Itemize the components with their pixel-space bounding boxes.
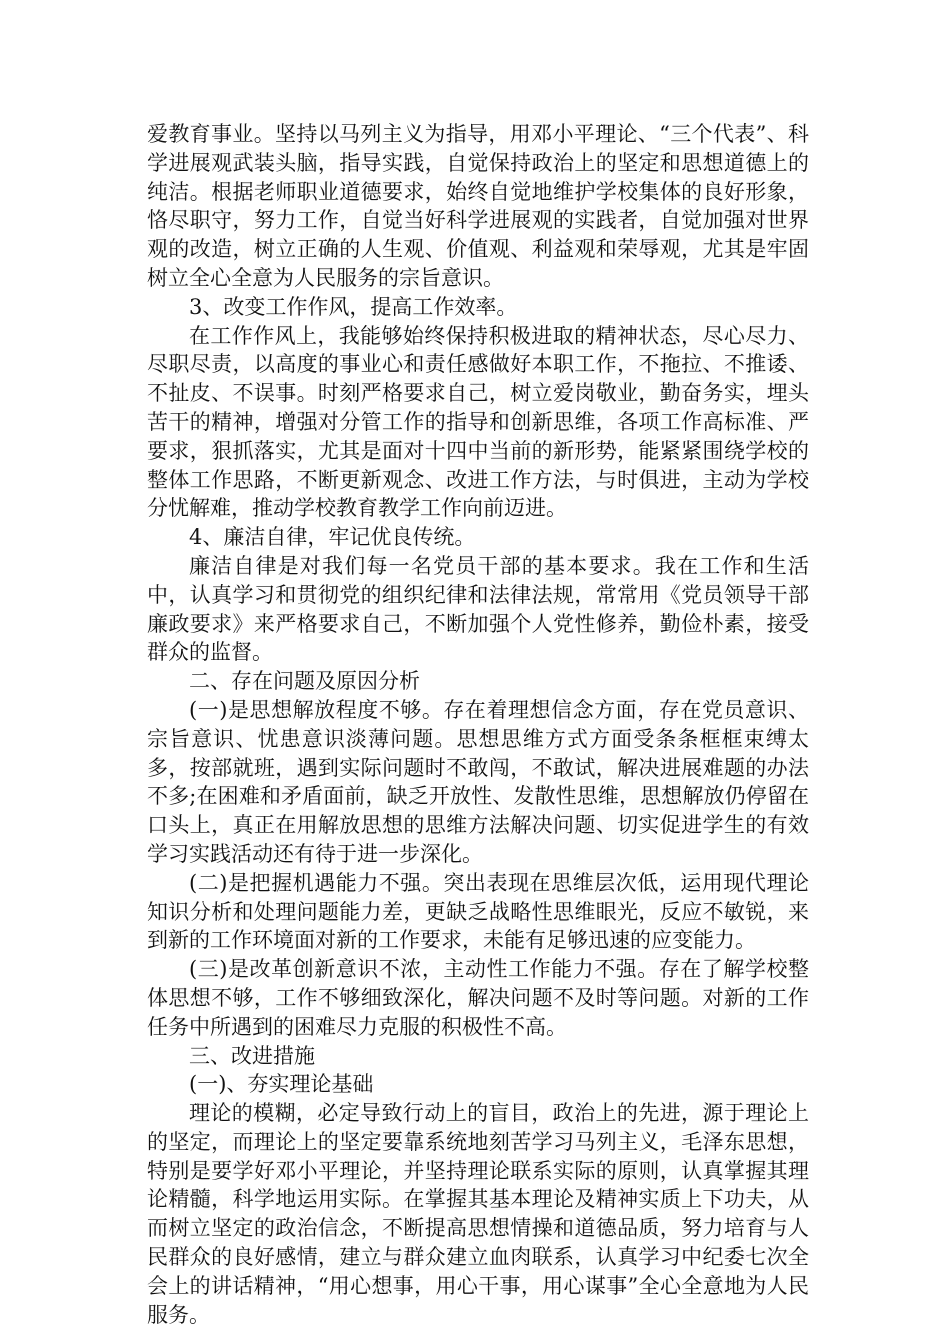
- section-heading-integrity: 4、廉洁自律，牢记优良传统。: [189, 525, 476, 550]
- section-heading-measures: 三、改进措施: [189, 1043, 315, 1068]
- subsection-heading-theory: (一)、夯实理论基础: [189, 1072, 374, 1097]
- paragraph-problem-1: (一)是思想解放程度不够。存在着理想信念方面，存在党员意识、宗旨意识、忧患意识淡薄问题。思想思维方式方面受条条框框束缚太多，按部就班，遇到实际问题时不敢闯，不敢试，解决进展难题的办法不多;在困难和矛盾面前，缺乏开放性、发散性思维，思想解放仍停留在口头上，真正在用解放思想的思维方法解决问题、切实促进学生的有效学习实践活动还有待于进一步深化。: [147, 697, 809, 866]
- section-heading-work-style: 3、改变工作作风，提高工作效率。: [189, 294, 518, 319]
- paragraph-problem-3: (三)是改革创新意识不浓，主动性工作能力不强。存在了解学校整体思想不够，工作不够细致深化，解决问题不及时等问题。对新的工作任务中所遇到的困难尽力克服的积极性不高。: [147, 957, 809, 1039]
- paragraph-problem-2: (二)是把握机遇能力不强。突出表现在思维层次低，运用现代理论知识分析和处理问题能力差，更缺乏战略性思维眼光，反应不敏锐，来到新的工作环境面对新的工作要求，未能有足够迅速的应变能力。: [147, 870, 809, 953]
- paragraph-work-style: 在工作作风上，我能够始终保持积极进取的精神状态，尽心尽力、尽职尽责，以高度的事业心和责任感做好本职工作，不拖拉、不推诿、不扯皮、不误事。时刻严格要求自己，树立爱岗敬业，勤奋务实，埋头苦干的精神，增强对分管工作的指导和创新思维，各项工作高标准、严要求，狠抓落实，尤其是面对十四中当前的新形势，能紧紧围绕学校的整体工作思路，不断更新观念、改进工作方法，与时俱进，主动为学校分忧解难，推动学校教育教学工作向前迈进。: [147, 323, 809, 521]
- paragraph-theory: 理论的模糊，必定导致行动上的盲目，政治上的先进，源于理论上的坚定，而理论上的坚定要靠系统地刻苦学习马列主义，毛泽东思想，特别是要学好邓小平理论，并坚持理论联系实际的原则，认真掌握其理论精髓，科学地运用实际。在掌握其基本理论及精神实质上下功夫，从而树立坚定的政治信念，不断提高思想情操和道德品质，努力培育与人民群众的良好感情，建立与群众建立血肉联系，认真学习中纪委七次全会上的讲话精神，“用心想事，用心干事，用心谋事”全心全意地为人民服务。: [147, 1101, 809, 1327]
- paragraph-continued: 爱教育事业。坚持以马列主义为指导，用邓小平理论、“三个代表”、科学进展观武装头脑，指导实践，自觉保持政治上的坚定和思想道德上的纯洁。根据老师职业道德要求，始终自觉地维护学校集体的良好形象，恪尽职守，努力工作，自觉当好科学进展观的实践者，自觉加强对世界观的改造，树立正确的人生观、价值观、利益观和荣辱观，尤其是牢固树立全心全意为人民服务的宗旨意识。: [147, 122, 809, 290]
- paragraph-integrity: 廉洁自律是对我们每一名党员干部的基本要求。我在工作和生活中，认真学习和贯彻党的组织纪律和法律法规，常常用《党员领导干部廉政要求》来严格要求自己，不断加强个人党性修养，勤俭朴素，接受群众的监督。: [147, 553, 809, 665]
- document-body: [147, 120, 809, 1329]
- section-heading-problems: 二、存在问题及原因分析: [189, 669, 420, 694]
